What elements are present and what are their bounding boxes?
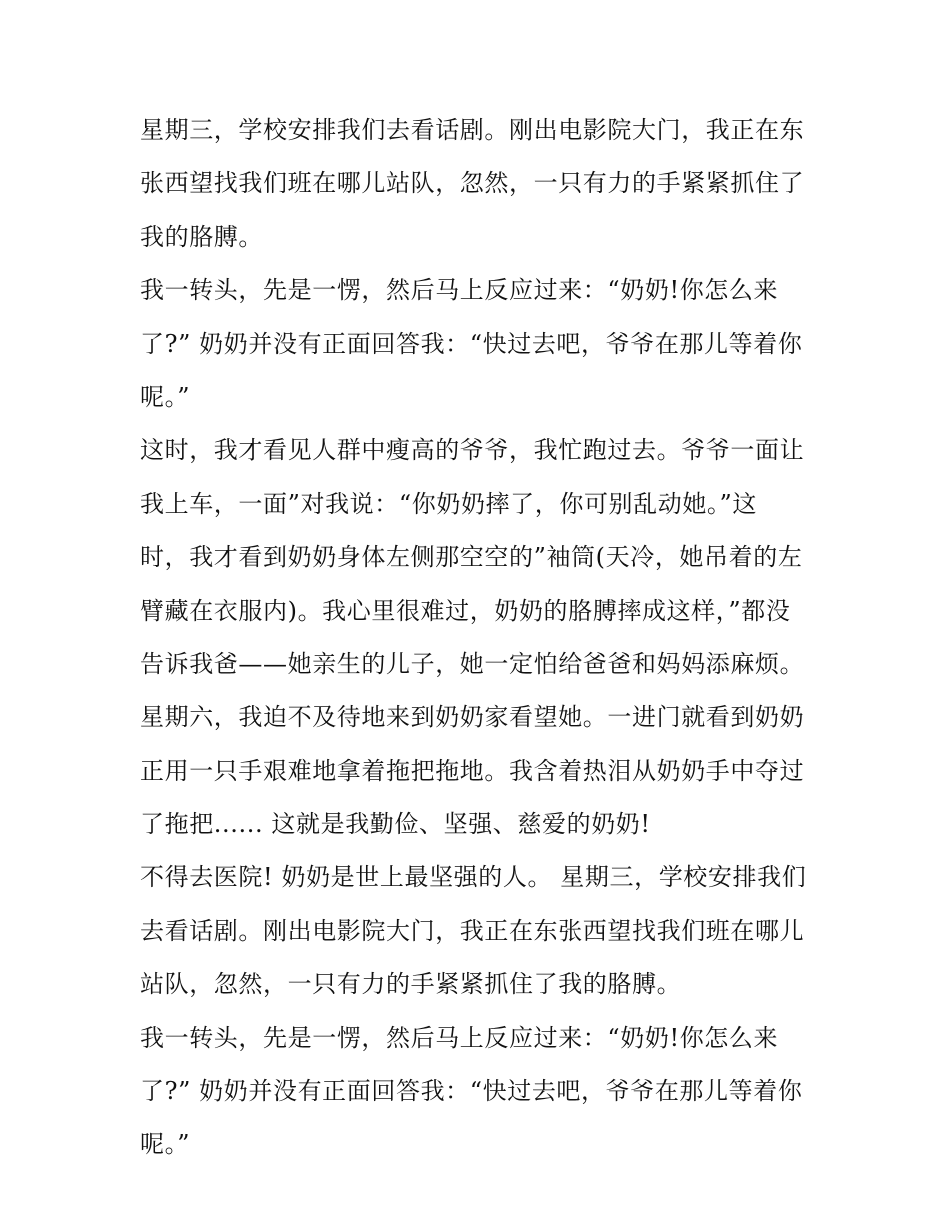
text-line: 我上车，一面”对我说：“你奶奶摔了，你可别乱动她。”这: [140, 489, 758, 518]
text-line: 时，我才看到奶奶身体左侧那空空的”袖筒(天冷，她吊着的左: [140, 543, 803, 572]
text-line: 正用一只手艰难地拿着拖把拖地。我含着热泪从奶奶手中夺过: [140, 756, 805, 785]
text-line: 告诉我爸——她亲生的儿子，她一定怕给爸爸和妈妈添麻烦。: [140, 649, 805, 678]
text-line: 张西望找我们班在哪儿站队，忽然，一只有力的手紧紧抓住了: [140, 169, 805, 198]
text-line: 了?” 奶奶并没有正面回答我：“快过去吧，爷爷在那儿等着你: [140, 329, 803, 358]
text-line: 了?” 奶奶并没有正面回答我：“快过去吧，爷爷在那儿等着你: [140, 1077, 803, 1106]
text-line: 臂藏在衣服内)。我心里很难过，奶奶的胳膊摔成这样，”都没: [140, 596, 791, 625]
text-line: 我的胳膊。: [140, 222, 263, 251]
text-line: 了拖把...... 这就是我勤俭、坚强、慈爱的奶奶!: [140, 810, 651, 839]
text-line: 不得去医院! 奶奶是世上最坚强的人。 星期三，学校安排我们: [140, 863, 807, 892]
text-line: 星期三，学校安排我们去看话剧。刚出电影院大门，我正在东: [140, 116, 805, 144]
text-line: 呢。”: [140, 382, 191, 411]
text-line: 去看话剧。刚出电影院大门，我正在东张西望找我们班在哪儿: [140, 916, 805, 945]
text-line: 呢。”: [140, 1130, 191, 1159]
text-line: 我一转头，先是一愣，然后马上反应过来：“奶奶!你怎么来: [140, 1023, 779, 1052]
text-line: 站队，忽然，一只有力的手紧紧抓住了我的胳膊。: [140, 970, 682, 999]
text-line: 这时，我才看见人群中瘦高的爷爷，我忙跑过去。爷爷一面让: [140, 436, 805, 465]
text-line: 星期六，我迫不及待地来到奶奶家看望她。一进门就看到奶奶: [140, 703, 805, 732]
text-line: 我一转头，先是一愣，然后马上反应过来：“奶奶!你怎么来: [140, 276, 779, 305]
document-body: [140, 104, 820, 1172]
